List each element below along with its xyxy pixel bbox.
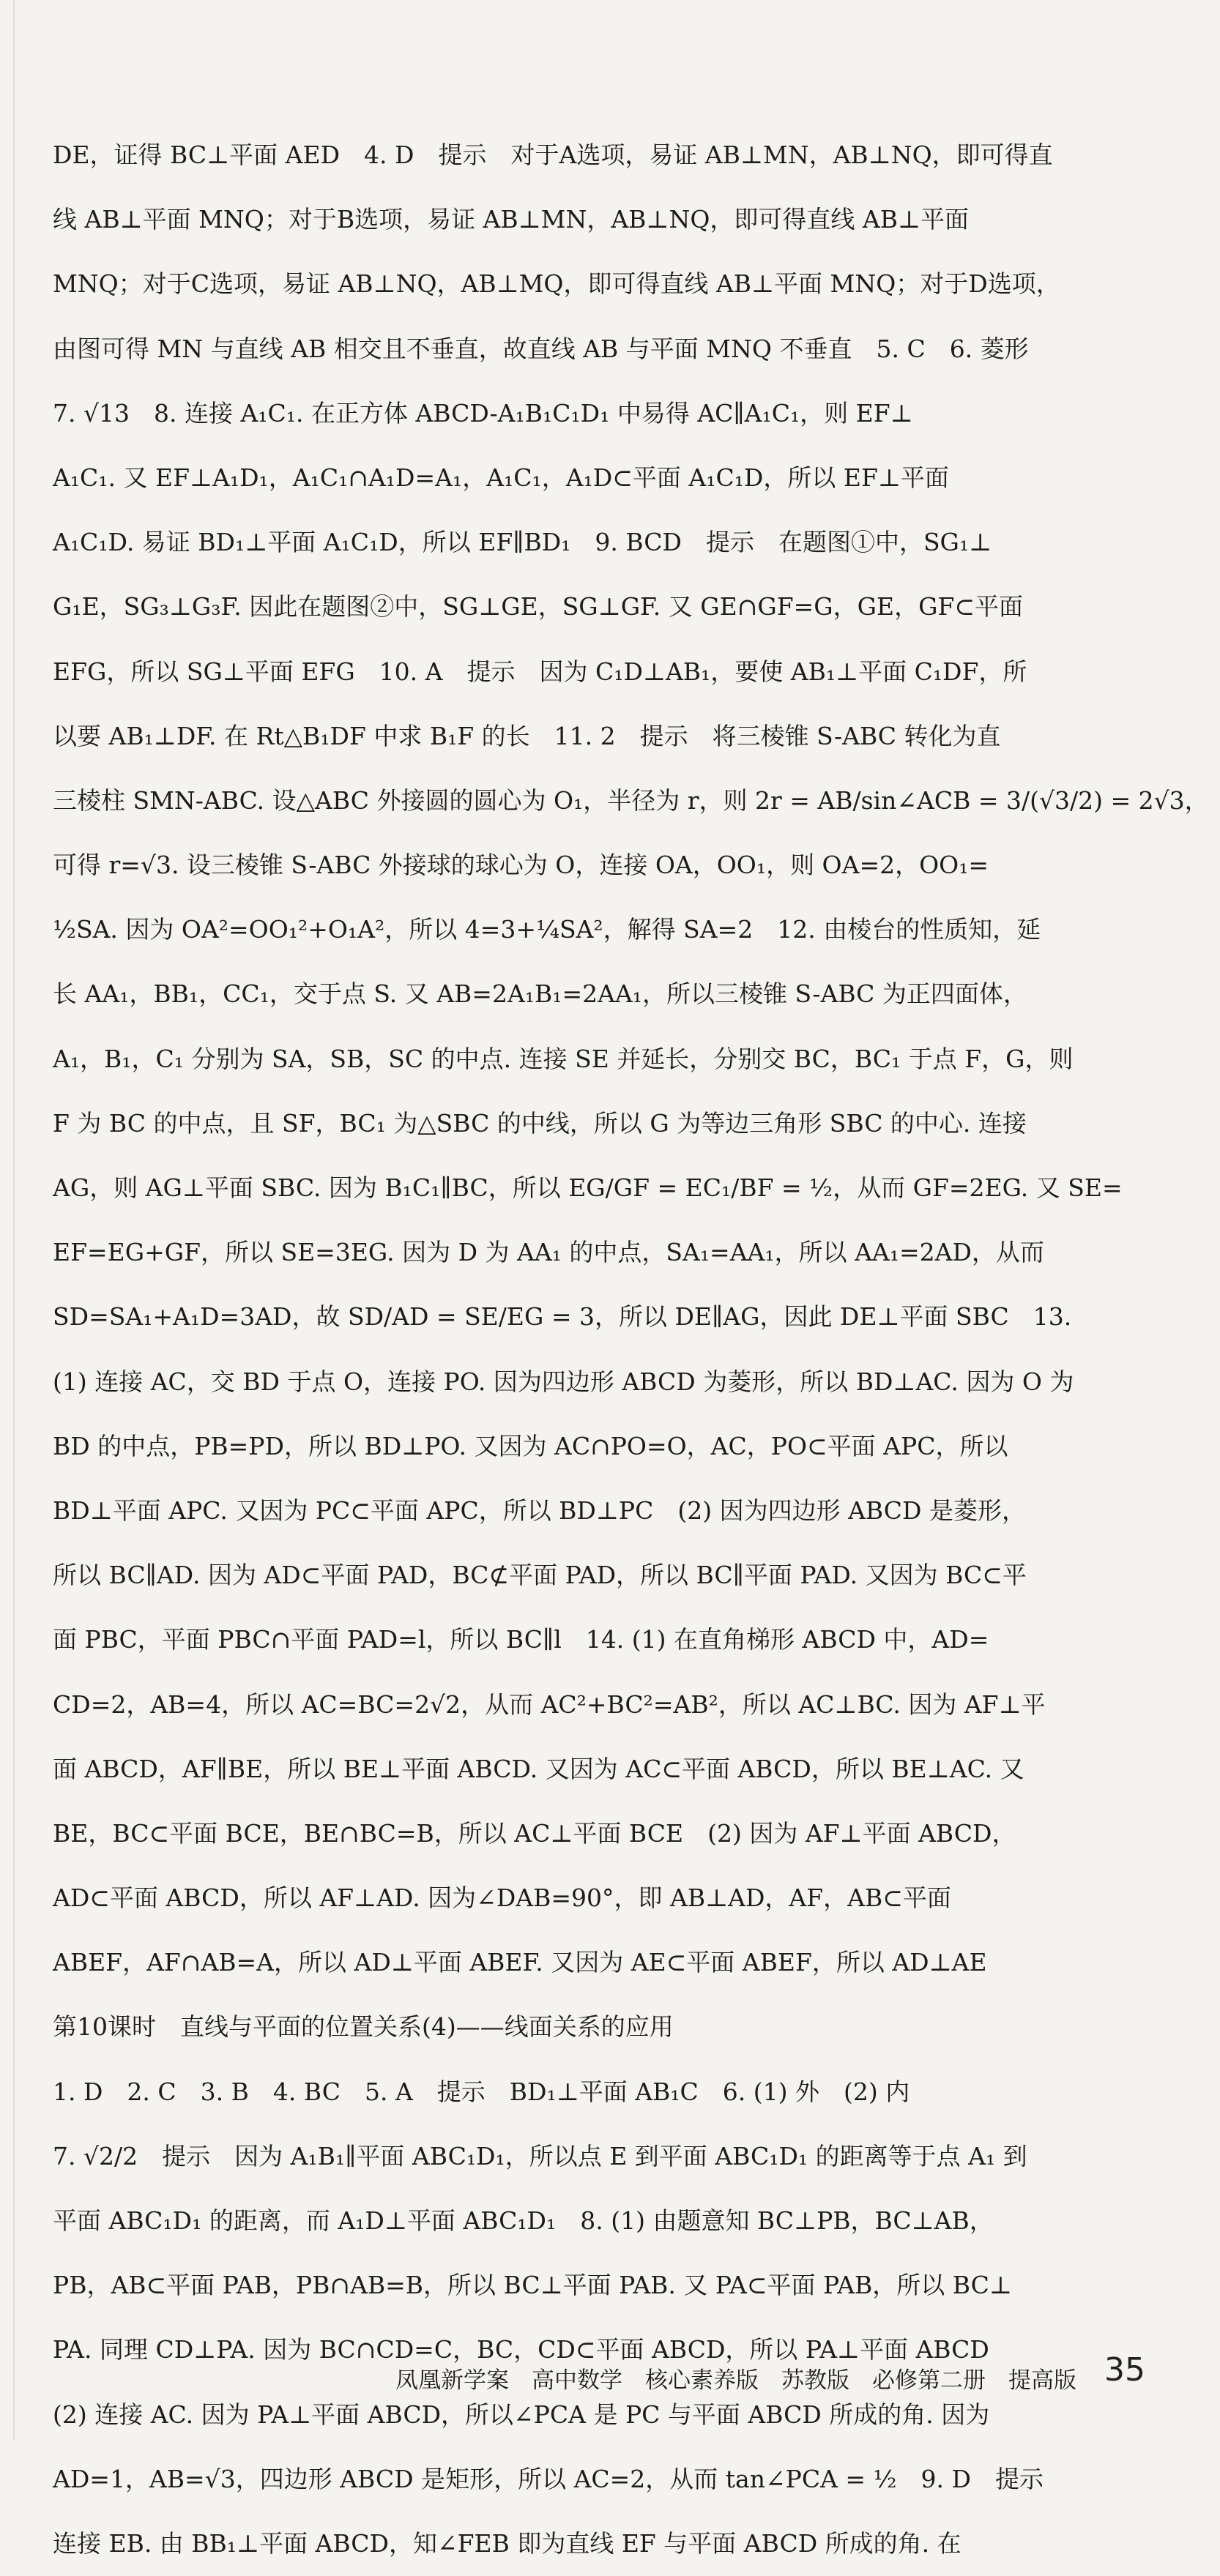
text-line: BD 的中点，PB=PD，所以 BD⊥PO. 又因为 AC∩PO=O，AC，PO⊂平面 APC，所以 [53,1431,1008,1460]
text-line: CD=2，AB=4，所以 AC=BC=2√2，从而 AC²+BC²=AB²，所以 AC⊥BC. 因为 AF⊥平 [53,1690,1046,1719]
text-line: BE，BC⊂平面 BCE，BE∩BC=B，所以 AC⊥平面 BCE (2) 因为 AF⊥平面 ABCD， [53,1818,1016,1848]
book-footer: 凤凰新学案 高中数学 核心素养版 苏教版 必修第二册 提高版 [395,2367,1076,2394]
text-line: AD⊂平面 ABCD，所以 AF⊥AD. 因为∠DAB=90°，即 AB⊥AD，AF，AB⊂平面 [53,1884,951,1913]
text-line: DE，证得 BC⊥平面 AED 4. D 提示 对于A选项，易证 AB⊥MN，AB⊥NQ，即可得直 [53,141,1053,169]
text-line: (2) 连接 AC. 因为 PA⊥平面 ABCD，所以∠PCA 是 PC 与平面 ABCD 所成的角. 因为 [53,2400,990,2429]
text-line: AG，则 AG⊥平面 SBC. 因为 B₁C₁∥BC，所以 EG/GF = EC₁/BF = ½，从而 GF=2EG. 又 SE= [53,1173,1123,1202]
text-line: EFG，所以 SG⊥平面 EFG 10. A 提示 因为 C₁D⊥AB₁，要使 AB₁⊥平面 C₁DF，所 [53,657,1027,686]
text-line: ABEF，AF∩AB=A，所以 AD⊥平面 ABEF. 又因为 AE⊂平面 ABEF，所以 AD⊥AE [53,1948,987,1977]
text-line: A₁，B₁，C₁ 分别为 SA，SB，SC 的中点. 连接 SE 并延长，分别交 BC，BC₁ 于点 F，G，则 [53,1044,1074,1073]
text-line: 1. D 2. C 3. B 4. BC 5. A 提示 BD₁⊥平面 AB₁C 6. (1) 外 (2) 内 [53,2077,910,2106]
text-line: PA. 同理 CD⊥PA. 因为 BC∩CD=C，BC，CD⊂平面 ABCD，所以 PA⊥平面 ABCD [53,2335,989,2364]
text-line: 7. √13 8. 连接 A₁C₁. 在正方体 ABCD-A₁B₁C₁D₁ 中易得 AC∥A₁C₁，则 EF⊥ [53,398,913,428]
text-line: F 为 BC 的中点，且 SF，BC₁ 为△SBC 的中线，所以 G 为等边三角形 SBC 的中心. 连接 [53,1108,1027,1138]
text-line: 平面 ABC₁D₁ 的距离，而 A₁D⊥平面 ABC₁D₁ 8. (1) 由题意知 BC⊥PB，BC⊥AB， [53,2206,994,2235]
text-line: (1) 连接 AC，交 BD 于点 O，连接 PO. 因为四边形 ABCD 为菱形，所以 BD⊥AC. 因为 O 为 [53,1367,1074,1396]
text-line: 连接 EB. 由 BB₁⊥平面 ABCD，知∠FEB 即为直线 EF 与平面 ABCD 所成的角. 在 [53,2528,962,2558]
text-line: 线 AB⊥平面 MNQ；对于B选项，易证 AB⊥MN，AB⊥NQ，即可得直线 AB⊥平面 [53,205,969,234]
text-line: PB，AB⊂平面 PAB，PB∩AB=B，所以 BC⊥平面 PAB. 又 PA⊂平面 PAB，所以 BC⊥ [53,2271,1012,2300]
text-line: EF=EG+GF，所以 SE=3EG. 因为 D 为 AA₁ 的中点，SA₁=AA₁，所以 AA₁=2AD，从而 [53,1238,1044,1267]
text-line: MNQ；对于C选项，易证 AB⊥NQ，AB⊥MQ，即可得直线 AB⊥平面 MNQ；对于D选项， [53,269,1060,299]
margin-rule [13,0,15,2441]
text-line: 第10课时 直线与平面的位置关系(4)——线面关系的应用 [53,2012,674,2042]
text-line: G₁E，SG₃⊥G₃F. 因此在题图②中，SG⊥GE，SG⊥GF. 又 GE∩GF=G，GE，GF⊂平面 [53,592,1024,621]
text-line: 7. √2/2 提示 因为 A₁B₁∥平面 ABC₁D₁，所以点 E 到平面 ABC₁D₁ 的距离等于点 A₁ 到 [53,2141,1027,2170]
text-line: 长 AA₁，BB₁，CC₁，交于点 S. 又 AB=2A₁B₁=2AA₁，所以三棱锥 S-ABC 为正四面体， [53,979,1027,1009]
text-line: 以要 AB₁⊥DF. 在 Rt△B₁DF 中求 B₁F 的长 11. 2 提示 将三棱锥 S-ABC 转化为直 [53,721,1001,750]
text-line: 面 ABCD，AF∥BE，所以 BE⊥平面 ABCD. 又因为 AC⊂平面 ABCD，所以 BE⊥AC. 又 [53,1754,1024,1783]
text-line: AD=1，AB=√3，四边形 ABCD 是矩形，所以 AC=2，从而 tan∠PCA = ½ 9. D 提示 [53,2464,1044,2493]
text-line: BD⊥平面 APC. 又因为 PC⊂平面 APC，所以 BD⊥PC (2) 因为四边形 ABCD 是菱形， [53,1496,1026,1525]
text-line: 所以 BC∥AD. 因为 AD⊂平面 PAD，BC⊄平面 PAD，所以 BC∥平面 PAD. 又因为 BC⊂平 [53,1561,1027,1590]
text-line: A₁C₁. 又 EF⊥A₁D₁，A₁C₁∩A₁D=A₁，A₁C₁，A₁D⊂平面 A₁C₁D，所以 EF⊥平面 [53,463,949,492]
page-number: 35 [1104,2351,1145,2389]
text-line: 由图可得 MN 与直线 AB 相交且不垂直，故直线 AB 与平面 MNQ 不垂直 5. C 6. 菱形 [53,334,1029,363]
text-line: 面 PBC，平面 PBC∩平面 PAD=l，所以 BC∥l 14. (1) 在直角梯形 ABCD 中，AD= [53,1625,989,1654]
text-line: A₁C₁D. 易证 BD₁⊥平面 A₁C₁D，所以 EF∥BD₁ 9. BCD 提示 在题图①中，SG₁⊥ [53,528,992,557]
text-line: 可得 r=√3. 设三棱锥 S-ABC 外接球的球心为 O，连接 OA，OO₁，则 OA=2，OO₁= [53,851,989,880]
text-line: SD=SA₁+A₁D=3AD，故 SD/AD = SE/EG = 3，所以 DE∥AG，因此 DE⊥平面 SBC 13. [53,1302,1072,1332]
text-line: ½SA. 因为 OA²=OO₁²+O₁A²，所以 4=3+¼SA²，解得 SA=2 12. 由棱台的性质知，延 [53,915,1041,944]
text-line: 三棱柱 SMN-ABC. 设△ABC 外接圆的圆心为 O₁，半径为 r，则 2r = AB/sin∠ACB = 3/(√3/2) = 2√3， [53,785,1209,815]
